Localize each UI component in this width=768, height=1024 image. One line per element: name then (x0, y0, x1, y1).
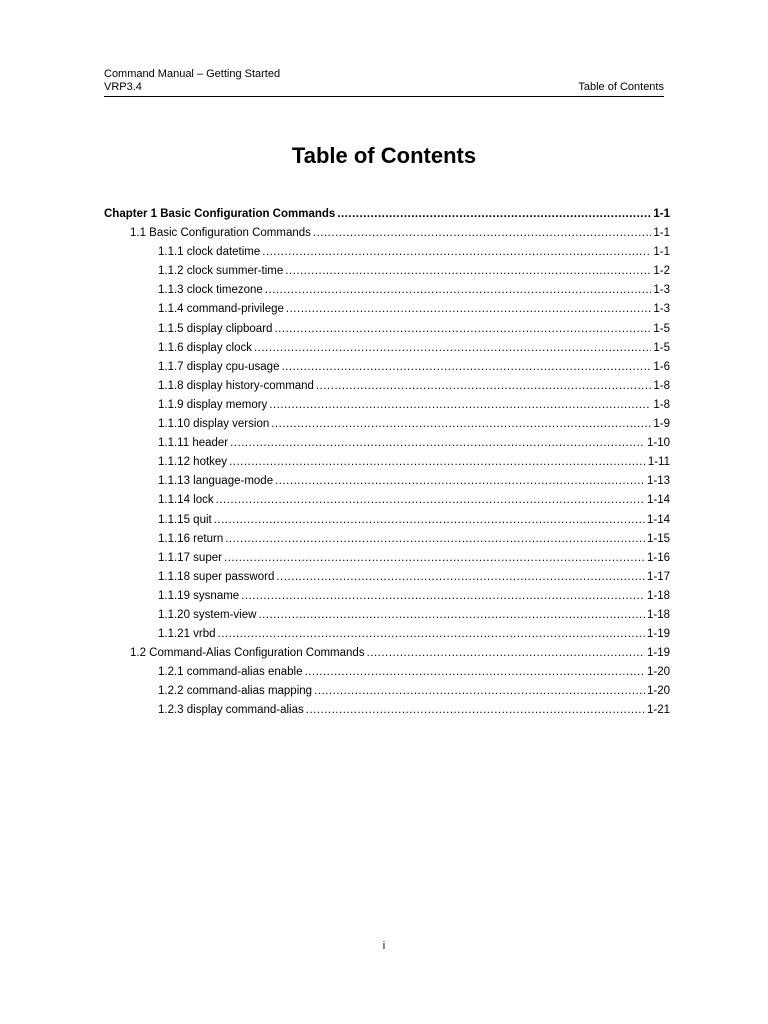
toc-entry[interactable] (104, 300, 670, 319)
toc-dot-leader (216, 491, 645, 510)
toc-dot-leader (306, 701, 645, 720)
toc-dot-leader (304, 663, 644, 682)
toc-dot-leader (262, 243, 651, 262)
toc-entry[interactable] (104, 453, 670, 472)
toc-entry-page: 1-11 (647, 456, 670, 469)
toc-entry-page: 1-13 (646, 475, 670, 488)
toc-dot-leader (285, 262, 651, 281)
toc-entry-page: 1-16 (646, 551, 670, 564)
toc-dot-leader (225, 530, 645, 549)
toc-entry-label: 1.1.8 display history-command (158, 379, 314, 392)
toc-entry[interactable] (104, 549, 670, 568)
toc-entry-page: 1-8 (653, 379, 670, 392)
toc-entry-label: 1.1.19 sysname (158, 589, 240, 602)
toc-entry-page: 1-19 (646, 628, 670, 641)
toc-entry-page: 1-18 (646, 589, 670, 602)
toc-entry-page: 1-14 (646, 513, 670, 526)
toc-entry-page: 1-17 (646, 570, 670, 583)
toc-entry-label: 1.1.7 display cpu-usage (158, 360, 280, 373)
toc-entry[interactable] (104, 511, 670, 530)
toc-entry-label: 1.1.1 clock datetime (158, 246, 261, 259)
toc-entry-label: 1.2.1 command-alias enable (158, 666, 303, 679)
toc-dot-leader (241, 587, 645, 606)
header-section-name: Table of Contents (578, 81, 664, 93)
toc-entry[interactable] (104, 377, 670, 396)
toc-entry-label: 1.1.21 vrbd (158, 628, 216, 641)
toc-entry-label: 1.2.3 display command-alias (158, 704, 304, 717)
toc-entry-page: 1-3 (653, 284, 670, 297)
toc-entry-page: 1-10 (646, 437, 670, 450)
toc-dot-leader (214, 511, 645, 530)
page-title: Table of Contents (291, 143, 477, 168)
toc-entry-label: 1.1.3 clock timezone (158, 284, 263, 297)
toc-entry-page: 1-20 (646, 685, 670, 698)
toc-entry-page: 1-9 (653, 418, 670, 431)
toc-entry-page: 1-15 (646, 532, 670, 545)
toc-entry-label: 1.1.11 header (158, 437, 229, 450)
toc-entry-page: 1-21 (646, 704, 670, 717)
toc-entry-page: 1-6 (653, 360, 670, 373)
toc-entry-label: 1.2 Command-Alias Configuration Commands (130, 647, 365, 660)
toc-dot-leader (265, 281, 652, 300)
toc-dot-leader (258, 606, 645, 625)
toc-entry-page: 1-2 (653, 265, 670, 278)
toc-entry[interactable] (104, 281, 670, 300)
toc-dot-leader (316, 377, 651, 396)
toc-entry[interactable] (104, 606, 670, 625)
toc-dot-leader (276, 568, 645, 587)
toc-entry-page: 1-14 (646, 494, 670, 507)
toc-dot-leader (314, 682, 645, 701)
table-of-contents (104, 205, 670, 721)
toc-entry[interactable] (104, 663, 670, 682)
page-number: i (382, 940, 386, 952)
toc-dot-leader (229, 453, 646, 472)
page-header (104, 68, 664, 97)
toc-entry[interactable] (104, 472, 670, 491)
toc-entry[interactable] (104, 587, 670, 606)
toc-dot-leader (254, 339, 651, 358)
toc-entry-page: 1-1 (653, 227, 670, 240)
toc-entry[interactable] (104, 262, 670, 281)
toc-dot-leader (218, 625, 645, 644)
page-footer (0, 940, 768, 952)
toc-entry-page: 1-20 (646, 666, 670, 679)
toc-entry[interactable] (104, 530, 670, 549)
toc-entry[interactable] (104, 644, 670, 663)
toc-entry[interactable] (104, 205, 670, 224)
toc-entry-label: 1.1.10 display version (158, 418, 270, 431)
toc-dot-leader (313, 224, 651, 243)
toc-entry[interactable] (104, 224, 670, 243)
toc-entry[interactable] (104, 415, 670, 434)
toc-entry[interactable] (104, 243, 670, 262)
toc-entry-label: 1.1 Basic Configuration Commands (130, 227, 311, 240)
toc-entry-label: 1.1.17 super (158, 551, 222, 564)
toc-entry[interactable] (104, 625, 670, 644)
toc-entry-label: 1.1.12 hotkey (158, 456, 228, 469)
toc-entry[interactable] (104, 434, 670, 453)
toc-dot-leader (281, 358, 651, 377)
toc-entry-label: 1.1.6 display clock (158, 341, 252, 354)
toc-entry-page: 1-5 (653, 341, 670, 354)
toc-entry-label: 1.1.16 return (158, 532, 224, 545)
toc-dot-leader (275, 472, 645, 491)
toc-entry[interactable] (104, 568, 670, 587)
toc-entry[interactable] (104, 682, 670, 701)
toc-dot-leader (367, 644, 645, 663)
toc-dot-leader (271, 415, 651, 434)
header-version: VRP3.4 (104, 81, 142, 93)
toc-entry-page: 1-1 (653, 208, 670, 220)
toc-entry[interactable] (104, 339, 670, 358)
toc-entry-label: 1.1.13 language-mode (158, 475, 274, 488)
toc-entry-label: 1.1.4 command-privilege (158, 303, 284, 316)
toc-dot-leader (337, 205, 651, 224)
toc-entry-page: 1-3 (653, 303, 670, 316)
toc-entry[interactable] (104, 320, 670, 339)
toc-entry-page: 1-8 (653, 398, 670, 411)
toc-dot-leader (286, 300, 651, 319)
toc-entry-label: 1.1.20 system-view (158, 608, 257, 621)
toc-entry-label: 1.1.2 clock summer-time (158, 265, 284, 278)
toc-dot-leader (224, 549, 645, 568)
toc-entry-label: 1.1.5 display clipboard (158, 322, 273, 335)
toc-entry-page: 1-18 (646, 608, 670, 621)
toc-dot-leader (230, 434, 645, 453)
toc-entry[interactable] (104, 701, 670, 720)
toc-entry-label: 1.1.9 display memory (158, 398, 268, 411)
toc-entry-label: 1.2.2 command-alias mapping (158, 685, 313, 698)
toc-entry[interactable] (104, 396, 670, 415)
toc-entry-page: 1-19 (646, 647, 670, 660)
header-manual-title: Command Manual – Getting Started (104, 68, 281, 80)
toc-entry-label: 1.1.18 super password (158, 570, 275, 583)
toc-dot-leader (269, 396, 651, 415)
toc-entry-label: 1.1.15 quit (158, 513, 212, 526)
toc-entry-label: 1.1.14 lock (158, 494, 214, 507)
toc-entry-label: Chapter 1 Basic Configuration Commands (104, 208, 336, 220)
toc-entry[interactable] (104, 491, 670, 510)
toc-entry-page: 1-5 (653, 322, 670, 335)
toc-entry-page: 1-1 (653, 246, 670, 259)
toc-entry[interactable] (104, 358, 670, 377)
toc-dot-leader (274, 320, 651, 339)
